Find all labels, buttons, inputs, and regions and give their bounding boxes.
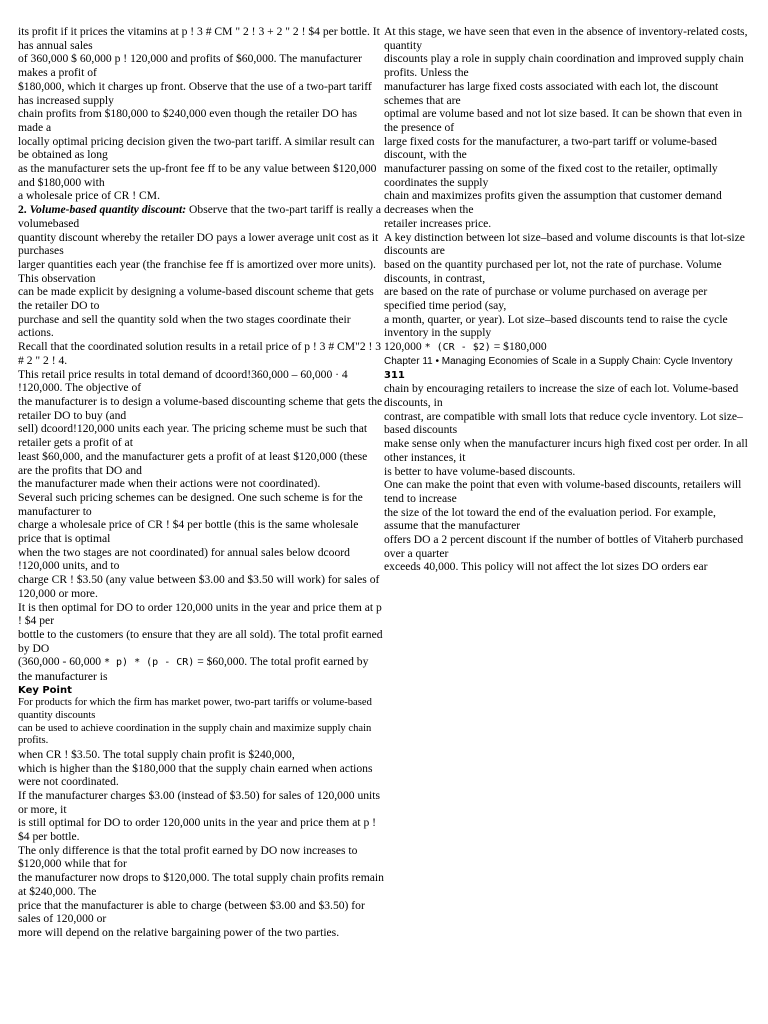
- section-number: 2.: [18, 203, 27, 217]
- formula-line: [384, 340, 750, 355]
- paragraph-line: optimal are volume based and not lot size based. It can be shown that even in the presence of: [384, 107, 743, 134]
- key-point-heading: Key Point: [18, 684, 72, 696]
- paragraph-line: manufacturer passing on some of the fixed cost to the retailer, optimally coordinates the supply: [384, 162, 718, 189]
- paragraph-line: are based on the rate of purchase or volume purchased on average per specified time period (say,: [384, 285, 708, 313]
- paragraph-line: One can make the point that even with volume-based discounts, retailers will tend to increase: [384, 478, 742, 505]
- paragraph-line: locally optimal pricing decision given the two-part tariff. A similar result can be obtained as long: [18, 134, 375, 162]
- paragraph-line: It is then optimal for DO to order 120,000 units in the year and price them at p ! $4 per: [18, 600, 382, 628]
- formula-mono: * p) * (p - CR): [103, 657, 195, 669]
- paragraph-line: chain by encouraging retailers to increase the size of each lot. Volume-based discounts, in: [384, 382, 739, 409]
- heading-text: Observe that the two-part tariff is really a volumebased: [18, 203, 382, 230]
- paragraph-line: when the two stages are not coordinated) for annual sales below dcoord !120,000 units, and to: [18, 545, 350, 573]
- paragraph-line: purchase and sell the quantity sold when the two stages coordinate their actions.: [18, 312, 351, 340]
- paragraph-line: its profit if it prices the vitamins at p ! 3 # CM " 2 ! 3 + 2 " 2 ! $4 per bottle. It has annual sales: [18, 25, 380, 52]
- paragraph-line: which is higher than the $180,000 that the supply chain earned when actions were not coordinated.: [18, 761, 373, 789]
- paragraph-line: can be made explicit by designing a volume-based discount scheme that gets the retailer DO to: [18, 285, 374, 313]
- formula-mono: * (CR - $2): [424, 342, 491, 354]
- paragraph-line: the manufacturer now drops to $120,000. The total supply chain profits remain at $240,000. The: [18, 871, 384, 898]
- paragraph-line: Several such pricing schemes can be designed. One such scheme is for the manufacturer to: [18, 490, 363, 518]
- key-point-text: can be used to achieve coordination in the supply chain and maximize supply chain profits.: [18, 722, 372, 747]
- paragraph-line: the size of the lot toward the end of the evaluation period. For example, assume that the manufacturer: [384, 505, 716, 533]
- left-text-column: [18, 25, 384, 1024]
- key-point-text: For products for which the firm has market power, two-part tariffs or volume-based quantity discounts: [18, 697, 372, 722]
- paragraph-line: the manufacturer is to design a volume-based discounting scheme that gets the retailer DO to buy (and: [18, 394, 383, 422]
- formula-text: = $60,000. The total profit earned by the manufacturer is: [18, 655, 369, 684]
- paragraph-line: more will depend on the relative bargaining power of the two parties.: [18, 925, 340, 939]
- paragraph-line: contrast, are compatible with small lots that reduce cycle inventory. Lot size–based discounts: [384, 409, 743, 437]
- paragraph-line: discounts play a role in supply chain coordination and improved supply chain profits. Unless the: [384, 52, 744, 80]
- paragraph-line: $180,000, which it charges up front. Observe that the use of a two-part tariff has increased supply: [18, 79, 372, 107]
- paragraph-line: chain and maximizes profits given the assumption that customer demand decreases when the: [384, 189, 722, 217]
- paragraph-line: Recall that the coordinated solution results in a retail price of p ! 3 # CM"2 ! 3 # 2 " 2 ! 4.: [18, 340, 382, 367]
- paragraph-line: larger quantities each year (the franchise fee ff is amortized over more units). This observation: [18, 257, 376, 285]
- page-number: 311: [384, 369, 405, 381]
- paragraph-line: a month, quarter, or year). Lot size–based discounts tend to raise the cycle inventory in the supply: [384, 312, 728, 340]
- paragraph-line: large fixed costs for the manufacturer, a two-part tariff or volume-based discount, with the: [384, 134, 717, 162]
- paragraph-line: charge CR ! $3.50 (any value between $3.00 and $3.50 will work) for sales of 120,000 or more.: [18, 573, 380, 600]
- paragraph-line: of 360,000 $ 60,000 p ! 120,000 and profits of $60,000. The manufacturer makes a profit of: [18, 52, 362, 80]
- paragraph-line: bottle to the customers (to ensure that they are all sold). The total profit earned by DO: [18, 627, 383, 655]
- paragraph-line: as the manufacturer sets the up-front fee ff to be any value between $120,000 and $180,000 with: [18, 162, 377, 189]
- formula-text: 120,000: [384, 340, 425, 354]
- header-text: Chapter 11 • Managing Economies of Scale in a Supply Chain: Cycle Inventory: [384, 355, 733, 367]
- paragraph-line: the manufacturer made when their actions were not coordinated).: [18, 477, 321, 491]
- running-header: [384, 355, 750, 382]
- paragraph-line: make sense only when the manufacturer incurs high fixed cost per order. In all other instances, it: [384, 437, 748, 464]
- paragraph-line: exceeds 40,000. This policy will not affect the lot sizes DO orders ear: [384, 560, 708, 574]
- paragraph-line: quantity discount whereby the retailer DO pays a lower average unit cost as it purchases: [18, 230, 379, 258]
- paragraph-line: manufacturer has large fixed costs associated with each lot, the discount schemes that are: [384, 79, 719, 107]
- section-label: Volume-based quantity discount:: [29, 203, 187, 217]
- paragraph-line: At this stage, we have seen that even in the absence of inventory-related costs, quantity: [384, 25, 748, 52]
- paragraph-line: If the manufacturer charges $3.00 (instead of $3.50) for sales of 120,000 units or more, it: [18, 788, 380, 816]
- formula-line: [18, 655, 384, 683]
- paragraph-line: is still optimal for DO to order 120,000 units in the year and price them at p ! $4 per bottle.: [18, 816, 377, 844]
- paragraph-line: chain profits from $180,000 to $240,000 even though the retailer DO has made a: [18, 107, 358, 134]
- paragraph-line: least $60,000, and the manufacturer gets a profit of at least $120,000 (these are the profits that DO and: [18, 449, 368, 477]
- paragraph-line: sell) dcoord!120,000 units each year. The pricing scheme must be such that retailer gets a profit of at: [18, 422, 368, 450]
- formula-text: = $180,000: [490, 340, 547, 354]
- paragraph-line: a wholesale price of CR ! CM.: [18, 189, 160, 203]
- section-heading-line: [18, 203, 384, 230]
- paragraph-line: offers DO a 2 percent discount if the number of bottles of Vitaherb purchased over a quarter: [384, 533, 744, 560]
- paragraph-line: retailer increases price.: [384, 216, 492, 230]
- paragraph-line: A key distinction between lot size–based and volume discounts is that lot-size discounts are: [384, 230, 745, 258]
- right-text-column: [384, 25, 750, 1024]
- paragraph-line: charge a wholesale price of CR ! $4 per bottle (this is the same wholesale price that is optimal: [18, 518, 359, 546]
- paragraph-line: when CR ! $3.50. The total supply chain profit is $240,000,: [18, 747, 295, 761]
- paragraph-line: This retail price results in total demand of dcoord!360,000 – 60,000 · 4 !120,000. The objective of: [18, 367, 348, 395]
- paragraph-line: price that the manufacturer is able to charge (between $3.00 and $3.50) for sales of 120,000 or: [18, 898, 365, 926]
- formula-text: (360,000 - 60,000: [18, 655, 104, 669]
- paragraph-line: is better to have volume-based discounts.: [384, 464, 576, 478]
- paragraph-line: based on the quantity purchased per lot, not the rate of purchase. Volume discounts, in contrast,: [384, 257, 722, 285]
- paragraph-line: The only difference is that the total profit earned by DO now increases to $120,000 while that for: [18, 843, 358, 871]
